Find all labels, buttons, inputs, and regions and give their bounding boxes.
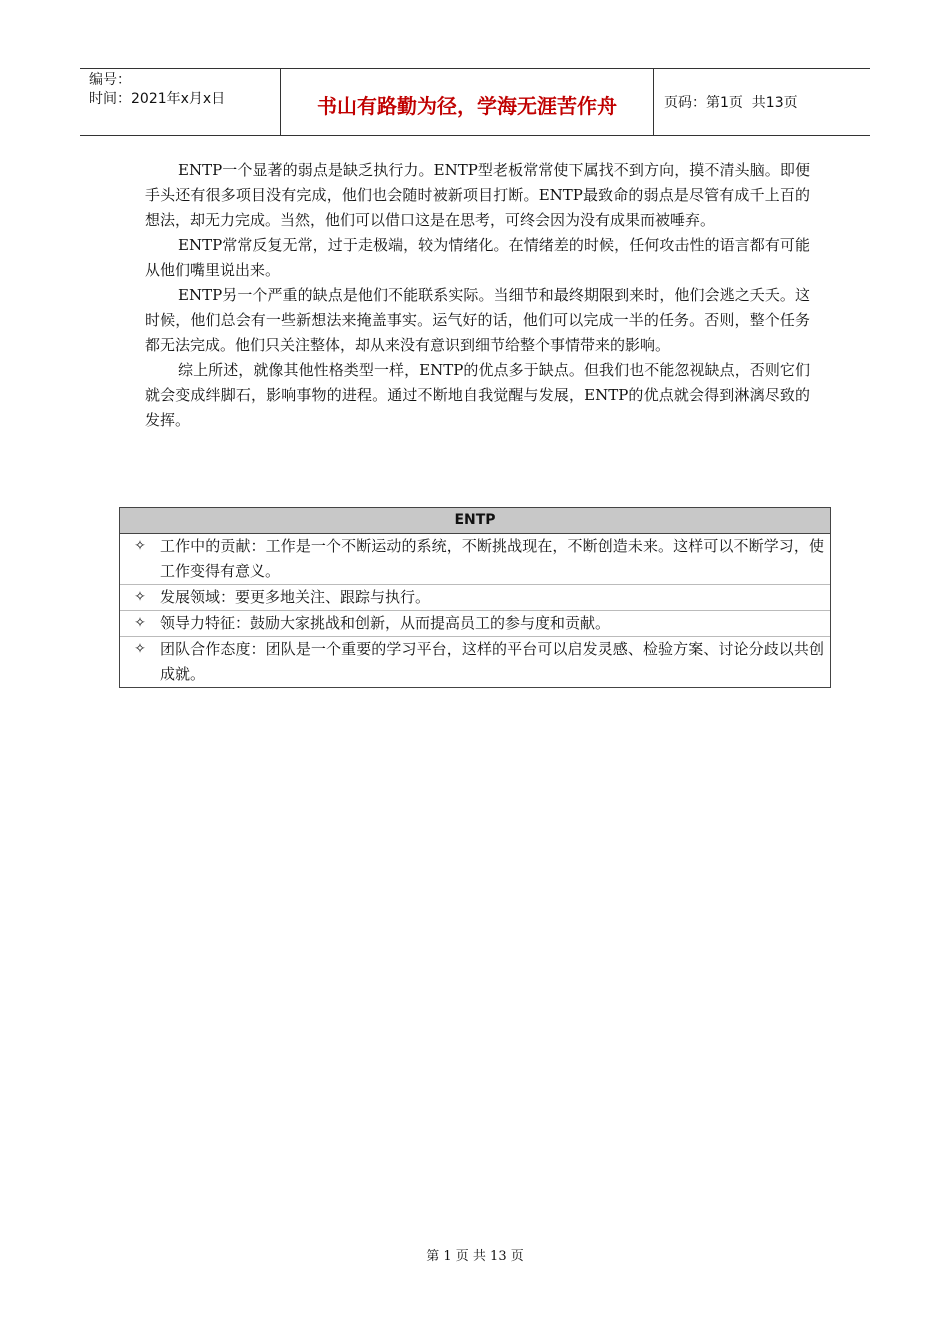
diamond-bullet-icon: ✧ <box>134 615 146 631</box>
document-body <box>145 158 810 433</box>
code-label: 编号： <box>89 72 131 88</box>
header-page-cell <box>654 69 870 135</box>
paragraph: ENTP一个显著的弱点是缺乏执行力。ENTP型老板常常使下属找不到方向，摸不清头脑。即便手头还有很多项目没有完成，他们也会随时被新项目打断。ENTP最致命的弱点是尽管有成千上百的想法，却无力完成。当然，他们可以借口这是在思考，可终会因为没有成果而被唾弃。 <box>145 161 810 229</box>
summary-row <box>120 610 830 636</box>
header-meta-cell <box>80 69 281 135</box>
summary-row-text: 领导力特征：鼓励大家挑战和创新，从而提高员工的参与度和贡献。 <box>160 614 611 632</box>
diamond-bullet-icon: ✧ <box>134 538 146 554</box>
page-label: 页码：第1页 共13页 <box>664 95 798 111</box>
diamond-bullet-icon: ✧ <box>134 589 146 605</box>
summary-row <box>120 636 830 687</box>
paragraph: ENTP另一个严重的缺点是他们不能联系实际。当细节和最终期限到来时，他们会逃之夭夭。这时候，他们总会有一些新想法来掩盖事实。运气好的话，他们可以完成一半的任务。否则，整个任务都无法完成。他们只关注整体，却从来没有意识到细节给整个事情带来的影响。 <box>145 286 810 354</box>
summary-rows <box>120 534 830 687</box>
diamond-bullet-icon: ✧ <box>134 641 146 657</box>
paragraph: 综上所述，就像其他性格类型一样，ENTP的优点多于缺点。但我们也不能忽视缺点，否则它们就会变成绊脚石，影响事物的进程。通过不断地自我觉醒与发展，ENTP的优点就会得到淋漓尽致的发挥。 <box>145 361 810 429</box>
entp-summary-table <box>119 507 831 688</box>
header-motto-cell <box>281 69 654 135</box>
summary-row <box>120 534 830 584</box>
page-footer <box>0 1245 950 1264</box>
motto-text: 书山有路勤为径，学海无涯苦作舟 <box>317 93 617 118</box>
summary-title: ENTP <box>120 508 830 534</box>
summary-row-text: 工作中的贡献：工作是一个不断运动的系统，不断挑战现在，不断创造未来。这样可以不断学习，使工作变得有意义。 <box>160 537 824 580</box>
summary-row <box>120 584 830 610</box>
paragraph: ENTP常常反复无常，过于走极端，较为情绪化。在情绪差的时候，任何攻击性的语言都有可能从他们嘴里说出来。 <box>145 236 810 279</box>
date-label: 时间：2021年x月x日 <box>89 91 226 107</box>
document-header <box>80 68 870 136</box>
summary-row-text: 团队合作态度：团队是一个重要的学习平台，这样的平台可以启发灵感、检验方案、讨论分歧以共创成就。 <box>160 640 824 683</box>
summary-row-text: 发展领域：要更多地关注、跟踪与执行。 <box>160 588 431 606</box>
footer-page-number: 第 1 页 共 13 页 <box>426 1249 524 1264</box>
